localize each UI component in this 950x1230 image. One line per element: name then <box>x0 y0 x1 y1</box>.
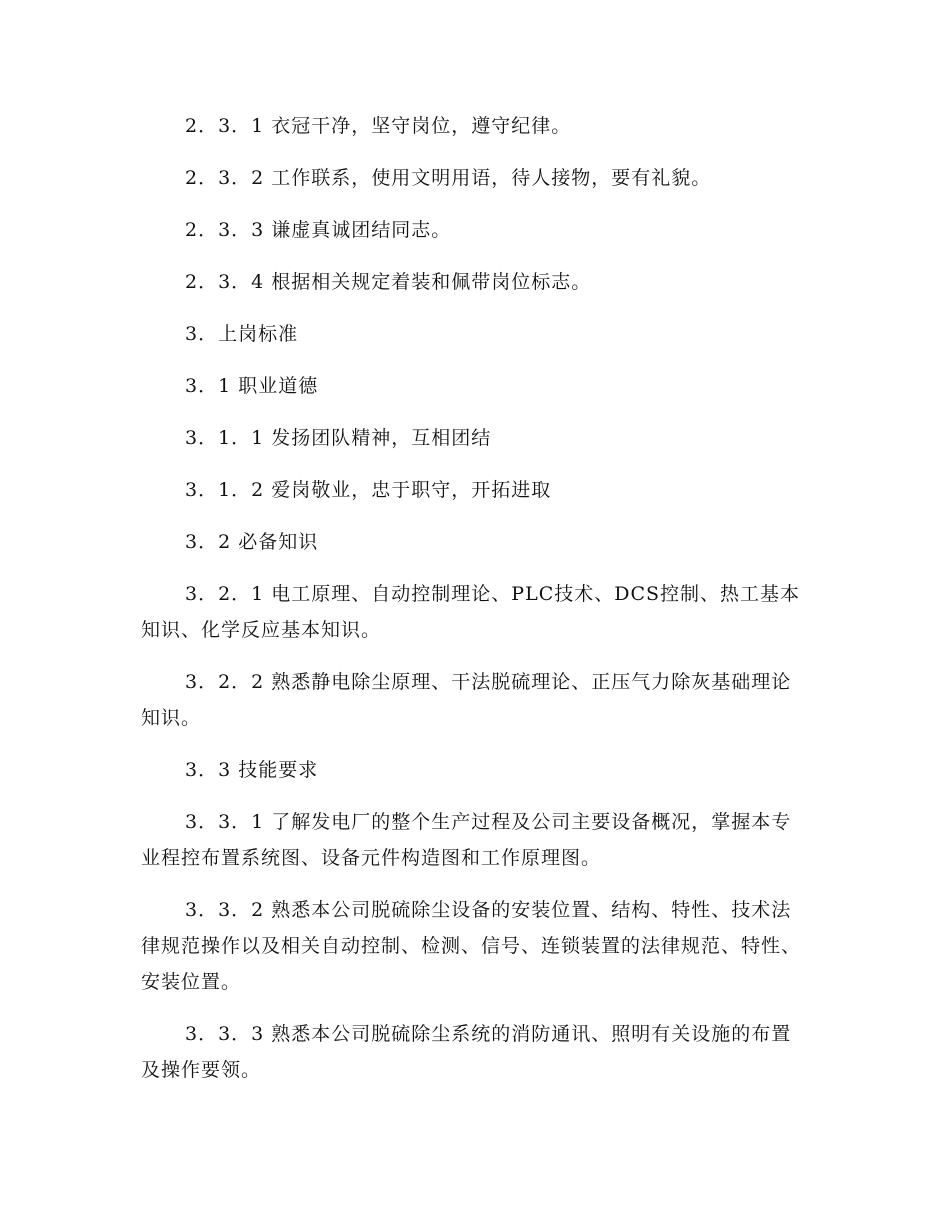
document-body <box>141 108 806 1104</box>
section-heading-3: 3．上岗标准 <box>185 323 299 345</box>
section-heading-3-2: 3．2 必备知识 <box>185 531 319 553</box>
paragraph-3-1-2: 3．1．2 爱岗敬业，忠于职守，开拓进取 <box>185 479 552 501</box>
paragraph-3-3-1: 3．3．1 了解发电厂的整个生产过程及公司主要设备概况，掌握本专业程控布置系统图、设备元件构造图和工作原理图。 <box>141 811 792 869</box>
paragraph-2-3-3: 2．3．3 谦虚真诚团结同志。 <box>185 219 452 241</box>
paragraph-3-2-2: 3．2．2 熟悉静电除尘原理、干法脱硫理论、正压气力除灰基础理论知识。 <box>141 671 792 729</box>
paragraph-2-3-4: 2．3．4 根据相关规定着装和佩带岗位标志。 <box>185 271 592 293</box>
paragraph-3-3-3: 3．3．3 熟悉本公司脱硫除尘系统的消防通讯、照明有关设施的布置及操作要领。 <box>141 1023 792 1081</box>
paragraph-3-3-2: 3．3．2 熟悉本公司脱硫除尘设备的安装位置、结构、特性、技术法律规范操作以及相关自动控制、检测、信号、连锁装置的法律规范、特性、安装位置。 <box>141 899 802 993</box>
paragraph-3-1-1: 3．1．1 发扬团队精神，互相团结 <box>185 427 492 449</box>
paragraph-2-3-2: 2．3．2 工作联系，使用文明用语，待人接物，要有礼貌。 <box>185 167 712 189</box>
section-heading-3-3: 3．3 技能要求 <box>185 759 319 781</box>
section-heading-3-1: 3．1 职业道德 <box>185 375 319 397</box>
paragraph-2-3-1: 2．3．1 衣冠干净，坚守岗位，遵守纪律。 <box>185 115 572 137</box>
paragraph-3-2-1: 3．2．1 电工原理、自动控制理论、PLC技术、DCS控制、热工基本知识、化学反应基本知识。 <box>141 583 801 641</box>
